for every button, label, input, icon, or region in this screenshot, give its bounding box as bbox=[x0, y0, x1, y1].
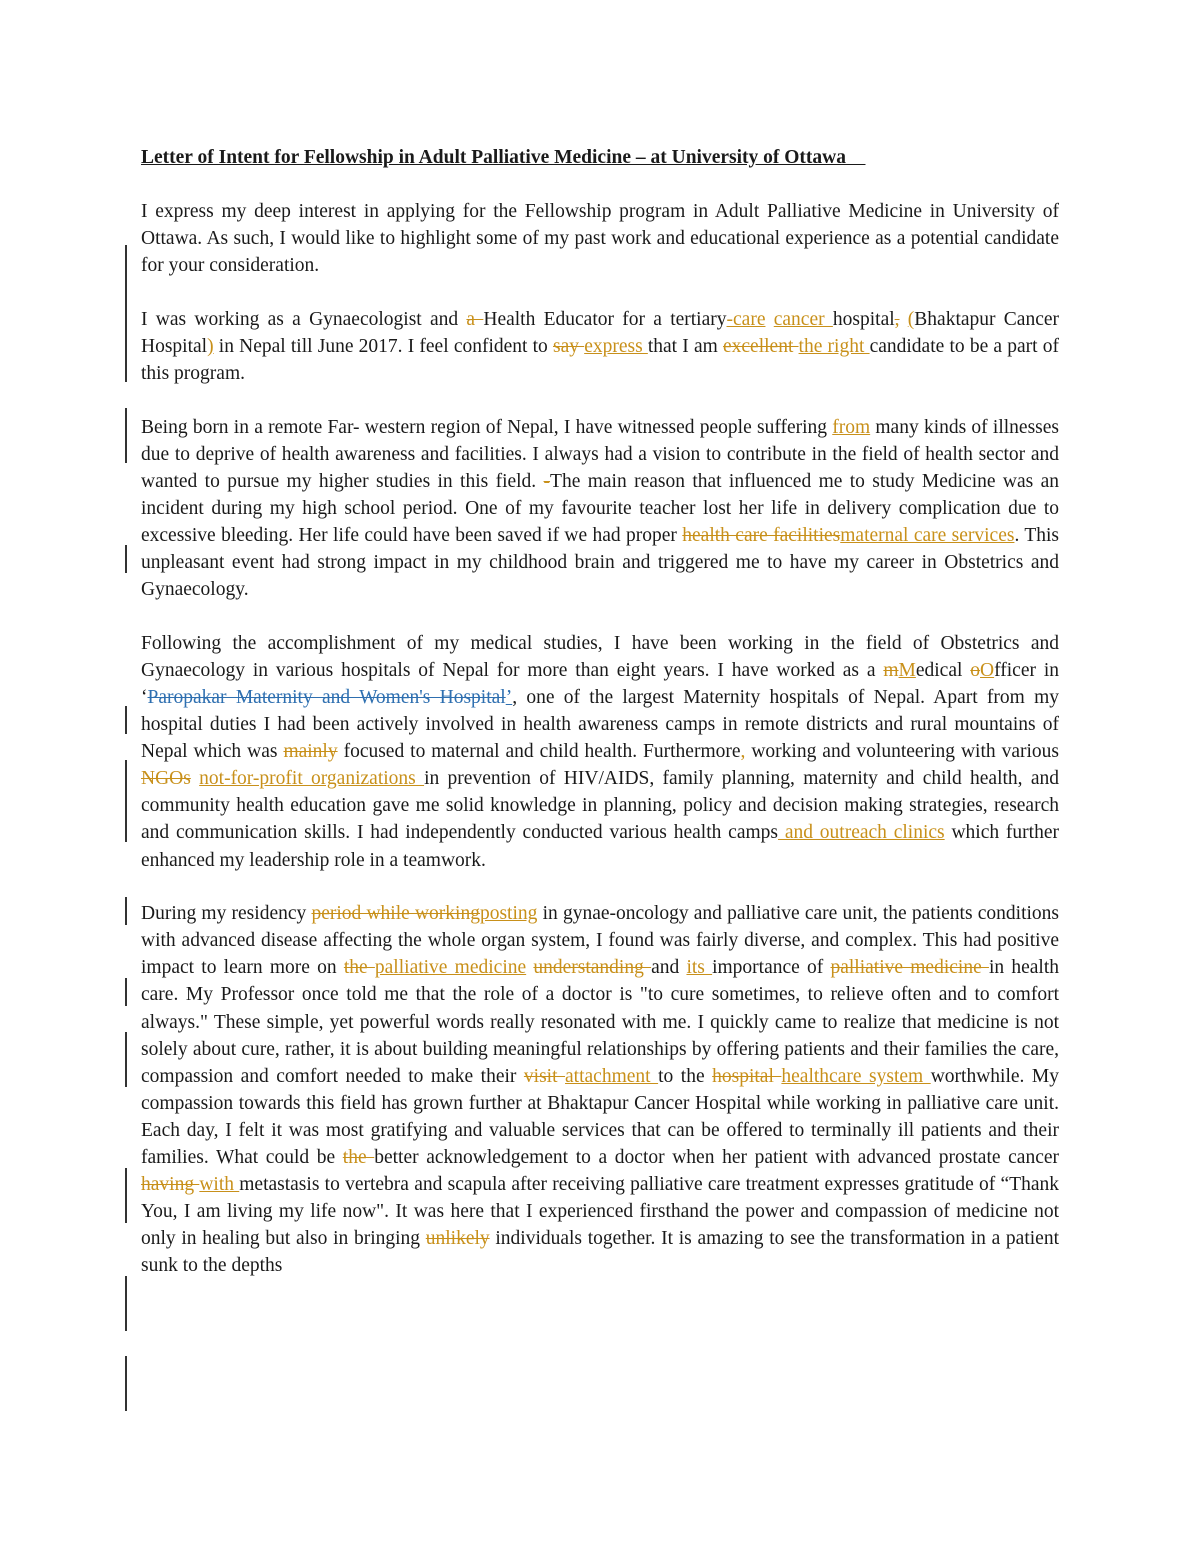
tracked-deletion: health care facilities bbox=[682, 525, 841, 547]
tracked-insertion: ( bbox=[907, 308, 915, 330]
paragraph-current-role bbox=[141, 306, 1059, 387]
text-run bbox=[900, 309, 908, 330]
tracked-deletion: o bbox=[970, 659, 981, 681]
text-run: I express my deep interest in applying for the Fellowship program in Adult Palliative Medicine in University of Ottawa. As such, I would like to highlight some of my past work and educational experience as a potential candidate for your consideration. bbox=[141, 201, 1059, 277]
text-run: , one of the largest Maternity hospitals of Nepal. Apart from my hospital duties I had been actively involved in health awareness camps in remote districts and rural mountains of Nepal which was bbox=[141, 687, 1060, 763]
text-run: During my residency bbox=[141, 903, 312, 925]
text-run: . This unpleasant event had strong impact in my childhood brain and triggered me to have my career in Obstetrics and Gynaecology. bbox=[141, 525, 1060, 601]
tracked-deletion: say bbox=[553, 335, 585, 357]
text-run: in gynae-oncology and palliative care unit, the patients conditions with advanced disease affecting the whole organ system, I found was fairly diverse, and complex. This had positive impact to learn more on bbox=[141, 903, 1059, 979]
text-run: fficer in ‘ bbox=[141, 659, 1059, 708]
tracked-deletion: the bbox=[342, 1147, 375, 1168]
text-run: which further enhanced my leadership role in a teamwork. bbox=[141, 822, 1059, 871]
change-bar bbox=[125, 1168, 127, 1223]
text-run: in prevention of HIV/AIDS, family planning, maternity and child health, and community health education gave me solid knowledge in planning, policy and decision making strategies, research and communication skills. I had independently conducted various health camps bbox=[141, 768, 1059, 844]
text-run: I was working as a Gynaecologist and bbox=[141, 308, 467, 330]
tracked-insertion: , bbox=[740, 741, 746, 763]
tracked-deletion: visit bbox=[523, 1065, 566, 1087]
text-run: and bbox=[651, 957, 687, 979]
tracked-deletion: having bbox=[141, 1174, 200, 1196]
text-run: individuals together. It is amazing to see the transformation in a patient sunk to the depths bbox=[141, 1228, 1059, 1277]
tracked-deletion: mainly bbox=[283, 741, 338, 763]
text-run: Health Educator for a tertiary bbox=[483, 308, 727, 330]
tracked-deletion: m bbox=[883, 659, 899, 681]
tracked-deletion: period while working bbox=[311, 903, 480, 925]
text-run: candidate to be a part of this program. bbox=[141, 335, 1060, 385]
text-run: in Nepal till June 2017. I feel confident to bbox=[213, 335, 553, 357]
text-run: in health care. My Professor once told me that the role of a doctor is "to cure sometimes, to relieve often and to comfort always." These simple, yet powerful words really resonated with me. I quickly came to realize that medicine is not solely about cure, rather, it is about building meaningful relationships by offering patients and their families the care, compassion and comfort needed to make their bbox=[141, 957, 1059, 1087]
tracked-deletion: , bbox=[894, 308, 900, 330]
tracked-insertion: -care bbox=[726, 308, 766, 330]
tracked-deletion-alt-author: Paropakar Maternity and Women's Hospital bbox=[147, 687, 506, 708]
change-bar bbox=[125, 1276, 127, 1331]
paragraph-residency bbox=[141, 900, 1059, 1279]
tracked-deletion: excellent bbox=[722, 335, 799, 357]
text-run: Being born in a remote Far- western region of Nepal, I have witnessed people suffering bbox=[141, 416, 833, 438]
text-run: hospital bbox=[832, 308, 895, 330]
change-bar bbox=[125, 408, 127, 463]
text-run: working and volunteering with various bbox=[745, 741, 1059, 763]
change-bar bbox=[125, 1356, 127, 1411]
tracked-insertion: ) bbox=[207, 335, 214, 357]
text-run: edical bbox=[915, 659, 971, 681]
text-run: worthwhile. My compassion towards this field has grown further at Bhaktapur Cancer Hospital while working in palliative care unit. Each day, I felt it was most gratifying and valuable services that can be offered to terminally ill patients and their families. What could be bbox=[141, 1065, 1059, 1168]
tracked-deletion: the bbox=[343, 957, 375, 979]
text-run: The main reason that influenced me to study Medicine was an incident during my high school period. One of my favourite teacher lost her life in delivery complication due to excessive bleeding. Her life could have been saved if we had proper bbox=[141, 470, 1059, 547]
tracked-insertion: with bbox=[199, 1174, 240, 1196]
tracked-insertion-alt-author: ’ bbox=[505, 687, 513, 708]
text-run: better acknowledgement to a doctor when her patient with advanced prostate cancer bbox=[374, 1147, 1060, 1168]
tracked-insertion: healthcare system bbox=[781, 1065, 931, 1087]
text-run: importance of bbox=[712, 957, 831, 979]
text-run: focused to maternal and child health. Furthermore bbox=[337, 741, 741, 763]
text-run bbox=[765, 309, 773, 330]
tracked-deletion: hospital bbox=[712, 1065, 782, 1087]
change-bar bbox=[125, 706, 127, 734]
tracked-insertion: maternal care services bbox=[840, 525, 1015, 547]
paragraph-experience bbox=[141, 630, 1059, 874]
tracked-insertion: posting bbox=[479, 903, 538, 925]
tracked-deletion: understanding bbox=[533, 957, 652, 979]
tracked-deletion: a bbox=[466, 308, 484, 330]
tracked-deletion: palliative medicine bbox=[830, 957, 989, 979]
change-bar bbox=[125, 760, 127, 842]
text-run: Bhaktapur Cancer Hospital bbox=[141, 308, 1060, 357]
tracked-deletion: - bbox=[543, 470, 551, 492]
tracked-insertion: from bbox=[832, 416, 871, 438]
tracked-insertion: M bbox=[898, 659, 916, 681]
change-bar bbox=[125, 1032, 127, 1087]
text-run: to the bbox=[658, 1065, 713, 1087]
change-bar bbox=[125, 245, 127, 300]
tracked-insertion: cancer bbox=[773, 308, 833, 330]
tracked-deletion: unlikely bbox=[425, 1228, 490, 1250]
tracked-insertion: the right bbox=[798, 335, 870, 357]
text-run bbox=[191, 768, 199, 789]
letter-body bbox=[141, 144, 1059, 1306]
tracked-insertion: and outreach clinics bbox=[778, 822, 945, 844]
tracked-insertion: express bbox=[584, 335, 648, 357]
paragraph-intro bbox=[141, 198, 1059, 279]
tracked-insertion: its bbox=[686, 957, 713, 979]
letter-title: Letter of Intent for Fellowship in Adult Palliative Medicine – at University of Ottawa bbox=[141, 147, 866, 168]
text-run: that I am bbox=[647, 335, 723, 357]
tracked-insertion: attachment bbox=[565, 1065, 659, 1087]
change-bar bbox=[125, 897, 127, 925]
change-bar bbox=[125, 300, 127, 382]
change-bar bbox=[125, 978, 127, 1006]
change-bar bbox=[125, 545, 127, 573]
paragraph-background bbox=[141, 414, 1059, 604]
text-run: Following the accomplishment of my medical studies, I have been working in the field of Obstetrics and Gynaecology in various hospitals of Nepal for more than eight years. I have worked as a bbox=[141, 632, 1059, 681]
text-run: metastasis to vertebra and scapula after receiving palliative care treatment expresses gratitude of “Thank You, I am living my life now". It was here that I experienced firsthand the power and compassion of medicine not only in healing but also in bringing bbox=[141, 1174, 1059, 1250]
tracked-insertion: not-for-profit organizations bbox=[199, 768, 425, 790]
tracked-insertion: palliative medicine bbox=[374, 957, 527, 979]
text-run: many kinds of illnesses due to deprive of health awareness and facilities. I always had a vision to contribute in the field of health sector and wanted to pursue my higher studies in this field. bbox=[141, 416, 1059, 492]
tracked-insertion: O bbox=[980, 659, 995, 681]
tracked-deletion: NGOs bbox=[141, 768, 191, 790]
